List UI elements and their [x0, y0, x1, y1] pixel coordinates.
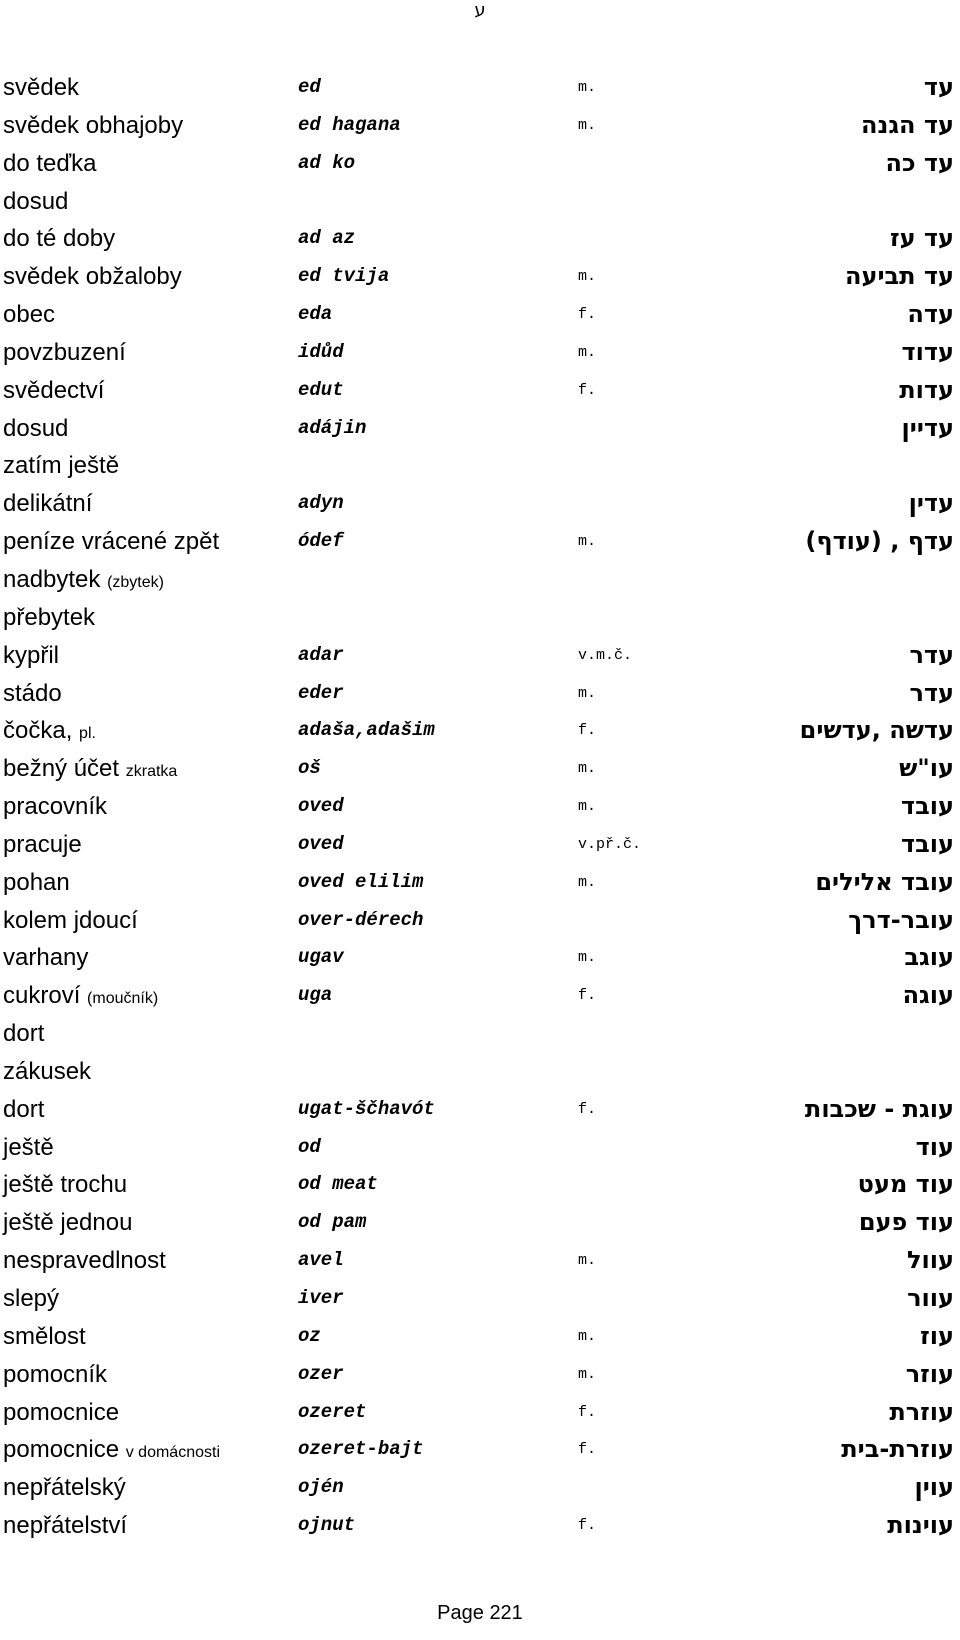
czech-term: [3, 939, 88, 976]
grammar-tag: m.: [578, 798, 597, 816]
transliteration: ed hagana: [298, 113, 401, 136]
dictionary-row: [0, 1469, 960, 1507]
czech-word: nespravedlnost: [3, 1247, 166, 1275]
czech-word: přebytek: [3, 603, 96, 631]
transliteration: ojén: [298, 1476, 344, 1499]
czech-term: [3, 826, 82, 863]
czech-word: bežný účet: [3, 755, 120, 783]
grammar-tag: v.př.č.: [578, 835, 642, 853]
grammar-tag: f.: [578, 1403, 597, 1421]
czech-term: [3, 1015, 44, 1052]
hebrew-term: עדר: [909, 640, 954, 669]
dictionary-row: [0, 864, 960, 902]
grammar-tag: m.: [578, 268, 597, 286]
grammar-tag: m.: [578, 343, 597, 361]
czech-term: [3, 1318, 86, 1355]
czech-term: [3, 1431, 220, 1471]
czech-term: [3, 599, 95, 636]
dictionary-row: [0, 220, 960, 258]
czech-word: zákusek: [3, 1057, 92, 1085]
hebrew-term: עדה: [907, 300, 954, 329]
hebrew-term: עדיין: [901, 413, 954, 442]
czech-word: peníze vrácené zpět: [3, 528, 220, 556]
czech-term: [3, 750, 177, 790]
hebrew-term: עובד: [901, 792, 954, 821]
transliteration: eder: [298, 681, 344, 704]
grammar-tag: m.: [578, 949, 597, 967]
czech-term: [3, 334, 126, 371]
grammar-tag: m.: [578, 79, 597, 96]
grammar-tag: v.m.č.: [578, 646, 633, 664]
czech-word: pomocnice: [3, 1398, 120, 1426]
czech-word: obec: [3, 301, 56, 329]
hebrew-term: עוגת - שכבות: [804, 1094, 954, 1123]
dictionary-row: [0, 447, 960, 485]
dictionary-row: [0, 145, 960, 183]
czech-term: [3, 1129, 54, 1166]
czech-note: zkratka: [125, 763, 178, 781]
czech-term: [3, 902, 138, 939]
dictionary-row: [0, 1507, 960, 1545]
czech-term: [3, 1280, 59, 1317]
hebrew-term: עוזר: [905, 1359, 954, 1388]
czech-term: [3, 788, 107, 825]
czech-word: delikátní: [3, 490, 93, 518]
czech-word: nadbytek: [3, 565, 101, 593]
transliteration: oz: [298, 1324, 321, 1347]
czech-term: [3, 410, 68, 447]
czech-word: pomocnice: [3, 1436, 120, 1464]
czech-term: [3, 712, 96, 752]
dictionary-row: [0, 1431, 960, 1469]
dictionary-row: [0, 1204, 960, 1242]
dictionary-row: [0, 750, 960, 788]
czech-word: pomocník: [3, 1360, 108, 1388]
dictionary-row: [0, 561, 960, 599]
dictionary-row: [0, 1129, 960, 1167]
hebrew-term: עדף , (עודף): [805, 527, 954, 556]
czech-term: [3, 107, 183, 144]
czech-word: svědek obhajoby: [3, 111, 184, 139]
hebrew-term: עוין: [914, 1473, 954, 1502]
transliteration: ozer: [298, 1362, 344, 1385]
hebrew-term: עובד אלילים: [815, 867, 954, 896]
dictionary-row: [0, 1280, 960, 1318]
czech-word: povzbuzení: [3, 338, 126, 366]
czech-word: nepřátelství: [3, 1512, 128, 1540]
hebrew-term: עוול: [907, 1246, 954, 1275]
dictionary-row: [0, 258, 960, 296]
czech-word: ještě: [3, 1133, 54, 1161]
transliteration: ed: [298, 76, 321, 98]
dictionary-row: [0, 485, 960, 523]
czech-term: [3, 675, 62, 712]
hebrew-term: עדר: [909, 678, 954, 707]
czech-word: do teďka: [3, 149, 97, 177]
transliteration: ódef: [298, 530, 344, 553]
czech-word: svědek: [3, 74, 80, 101]
dictionary-row: [0, 788, 960, 826]
dictionary-row: [0, 902, 960, 940]
czech-word: dosud: [3, 414, 69, 442]
hebrew-term: עדות: [899, 375, 954, 404]
transliteration: ed tvija: [298, 265, 390, 288]
czech-term: [3, 637, 59, 674]
dictionary-row: [0, 296, 960, 334]
hebrew-term: עד עז: [889, 224, 954, 253]
czech-word: zatím ještě: [3, 452, 120, 480]
czech-term: [3, 1166, 127, 1203]
czech-word: dosud: [3, 187, 69, 215]
grammar-tag: f.: [578, 1517, 597, 1535]
hebrew-term: עוגב: [904, 943, 954, 972]
czech-word: cukroví: [3, 982, 81, 1010]
grammar-tag: f.: [578, 1100, 597, 1118]
dictionary-row: [0, 410, 960, 448]
dictionary-row: [0, 372, 960, 410]
hebrew-term: עוד מעט: [857, 1170, 954, 1199]
czech-word: varhany: [3, 944, 89, 972]
czech-term: [3, 296, 55, 333]
czech-word: ještě jednou: [3, 1209, 133, 1237]
hebrew-term: עד הגנה: [860, 110, 954, 139]
transliteration: ozeret-bajt: [298, 1438, 424, 1461]
dictionary-row: [0, 1242, 960, 1280]
czech-word: kypřil: [3, 641, 60, 669]
hebrew-term: עובר-דרך: [848, 905, 954, 934]
czech-word: stádo: [3, 679, 62, 707]
grammar-tag: f.: [578, 722, 597, 740]
czech-term: [3, 523, 219, 560]
transliteration: adyn: [298, 492, 344, 515]
transliteration: ugav: [298, 946, 344, 969]
dictionary-row: [0, 675, 960, 713]
dictionary-row: [0, 1053, 960, 1091]
czech-note: pl.: [79, 725, 96, 743]
dictionary-row: [0, 637, 960, 675]
czech-term: [3, 183, 68, 220]
czech-term: [3, 1204, 132, 1241]
czech-word: smělost: [3, 1322, 86, 1350]
czech-word: dort: [3, 1020, 45, 1048]
dictionary-entries: [0, 69, 960, 1545]
hebrew-term: עו"ש: [899, 754, 954, 783]
dictionary-row: [0, 107, 960, 145]
czech-term: [3, 977, 158, 1017]
dictionary-row: [0, 183, 960, 221]
grammar-tag: f.: [578, 306, 597, 324]
hebrew-term: עד תביעה: [844, 262, 954, 291]
hebrew-term: עדין: [908, 489, 954, 518]
grammar-tag: f.: [578, 381, 597, 399]
transliteration: oš: [298, 757, 321, 780]
transliteration: idůd: [298, 340, 344, 363]
page-number: Page 221: [437, 1602, 523, 1624]
hebrew-term: עדוד: [901, 337, 954, 366]
grammar-tag: m.: [578, 1365, 597, 1383]
czech-term: [3, 1469, 126, 1506]
hebrew-term: עד: [923, 73, 954, 101]
dictionary-row: [0, 826, 960, 864]
czech-word: dort: [3, 1095, 45, 1123]
transliteration: adaša,adašim: [298, 719, 435, 742]
czech-term: [3, 1053, 91, 1090]
dictionary-row: [0, 1356, 960, 1394]
page-header-letter: ע: [474, 0, 486, 21]
hebrew-term: עוד פעם: [858, 1208, 954, 1237]
grammar-tag: m.: [578, 1327, 597, 1345]
czech-term: [3, 864, 70, 901]
dictionary-row: [0, 1015, 960, 1053]
czech-term: [3, 258, 182, 295]
hebrew-term: עוינות: [887, 1511, 954, 1540]
czech-term: [3, 145, 96, 182]
transliteration: oved elilim: [298, 870, 424, 893]
hebrew-term: עוד: [915, 1132, 954, 1161]
transliteration: od pam: [298, 1211, 367, 1234]
grammar-tag: m.: [578, 760, 597, 778]
czech-word: čočka,: [3, 717, 73, 745]
czech-term: [3, 1507, 127, 1544]
transliteration: eda: [298, 303, 333, 326]
dictionary-row: [0, 1318, 960, 1356]
czech-word: pohan: [3, 868, 70, 896]
hebrew-term: עוזרת-בית: [841, 1435, 954, 1464]
czech-term: [3, 561, 164, 601]
dictionary-row: [0, 599, 960, 637]
grammar-tag: m.: [578, 116, 597, 134]
transliteration: oved: [298, 832, 344, 855]
grammar-tag: f.: [578, 1441, 597, 1459]
czech-word: svědectví: [3, 376, 105, 404]
transliteration: ugat-ščhavót: [298, 1097, 435, 1120]
dictionary-row: [0, 1091, 960, 1129]
czech-term: [3, 447, 119, 484]
hebrew-term: עובד: [901, 829, 954, 858]
transliteration: od meat: [298, 1173, 378, 1196]
czech-note: (moučník): [87, 990, 159, 1008]
czech-word: pracovník: [3, 793, 108, 821]
transliteration: adar: [298, 643, 344, 666]
czech-note: (zbytek): [107, 573, 164, 591]
czech-term: [3, 485, 92, 522]
grammar-tag: f.: [578, 987, 597, 1005]
czech-term: [3, 1356, 107, 1393]
transliteration: edut: [298, 378, 344, 401]
czech-term: [3, 69, 79, 106]
transliteration: ad az: [298, 227, 356, 250]
czech-term: [3, 372, 104, 409]
transliteration: od: [298, 1135, 321, 1158]
czech-word: do té doby: [3, 225, 116, 253]
hebrew-term: עוזרת: [889, 1397, 954, 1426]
transliteration: adájin: [298, 416, 367, 439]
dictionary-row: [0, 1394, 960, 1432]
czech-note: v domácnosti: [125, 1444, 220, 1462]
hebrew-term: עדשה ,עדשים: [799, 716, 954, 745]
dictionary-row: [0, 977, 960, 1015]
transliteration: ojnut: [298, 1514, 356, 1537]
dictionary-row: [0, 939, 960, 977]
dictionary-row: [0, 1166, 960, 1204]
hebrew-term: עוגה: [902, 981, 954, 1010]
czech-word: pracuje: [3, 830, 82, 858]
czech-word: kolem jdoucí: [3, 906, 138, 934]
czech-word: ještě trochu: [3, 1171, 128, 1199]
dictionary-row: [0, 334, 960, 372]
grammar-tag: m.: [578, 684, 597, 702]
transliteration: iver: [298, 1287, 344, 1309]
transliteration: uga: [298, 984, 333, 1007]
czech-word: slepý: [3, 1285, 60, 1312]
hebrew-term: עד כה: [885, 148, 954, 177]
grammar-tag: m.: [578, 533, 597, 551]
czech-term: [3, 1394, 119, 1431]
transliteration: ozeret: [298, 1400, 367, 1423]
czech-word: svědek obžaloby: [3, 263, 182, 291]
hebrew-term: עוז: [920, 1321, 954, 1350]
dictionary-row: [0, 712, 960, 750]
transliteration: ad ko: [298, 151, 356, 174]
grammar-tag: m.: [578, 873, 597, 891]
dictionary-row: [0, 523, 960, 561]
dictionary-row: [0, 69, 960, 107]
czech-term: [3, 220, 115, 257]
czech-term: [3, 1091, 44, 1128]
transliteration: over-dérech: [298, 908, 424, 931]
czech-term: [3, 1242, 166, 1279]
grammar-tag: m.: [578, 1252, 597, 1270]
transliteration: oved: [298, 795, 344, 818]
hebrew-term: עוור: [907, 1284, 954, 1312]
transliteration: avel: [298, 1249, 344, 1272]
czech-word: nepřátelský: [3, 1474, 126, 1502]
